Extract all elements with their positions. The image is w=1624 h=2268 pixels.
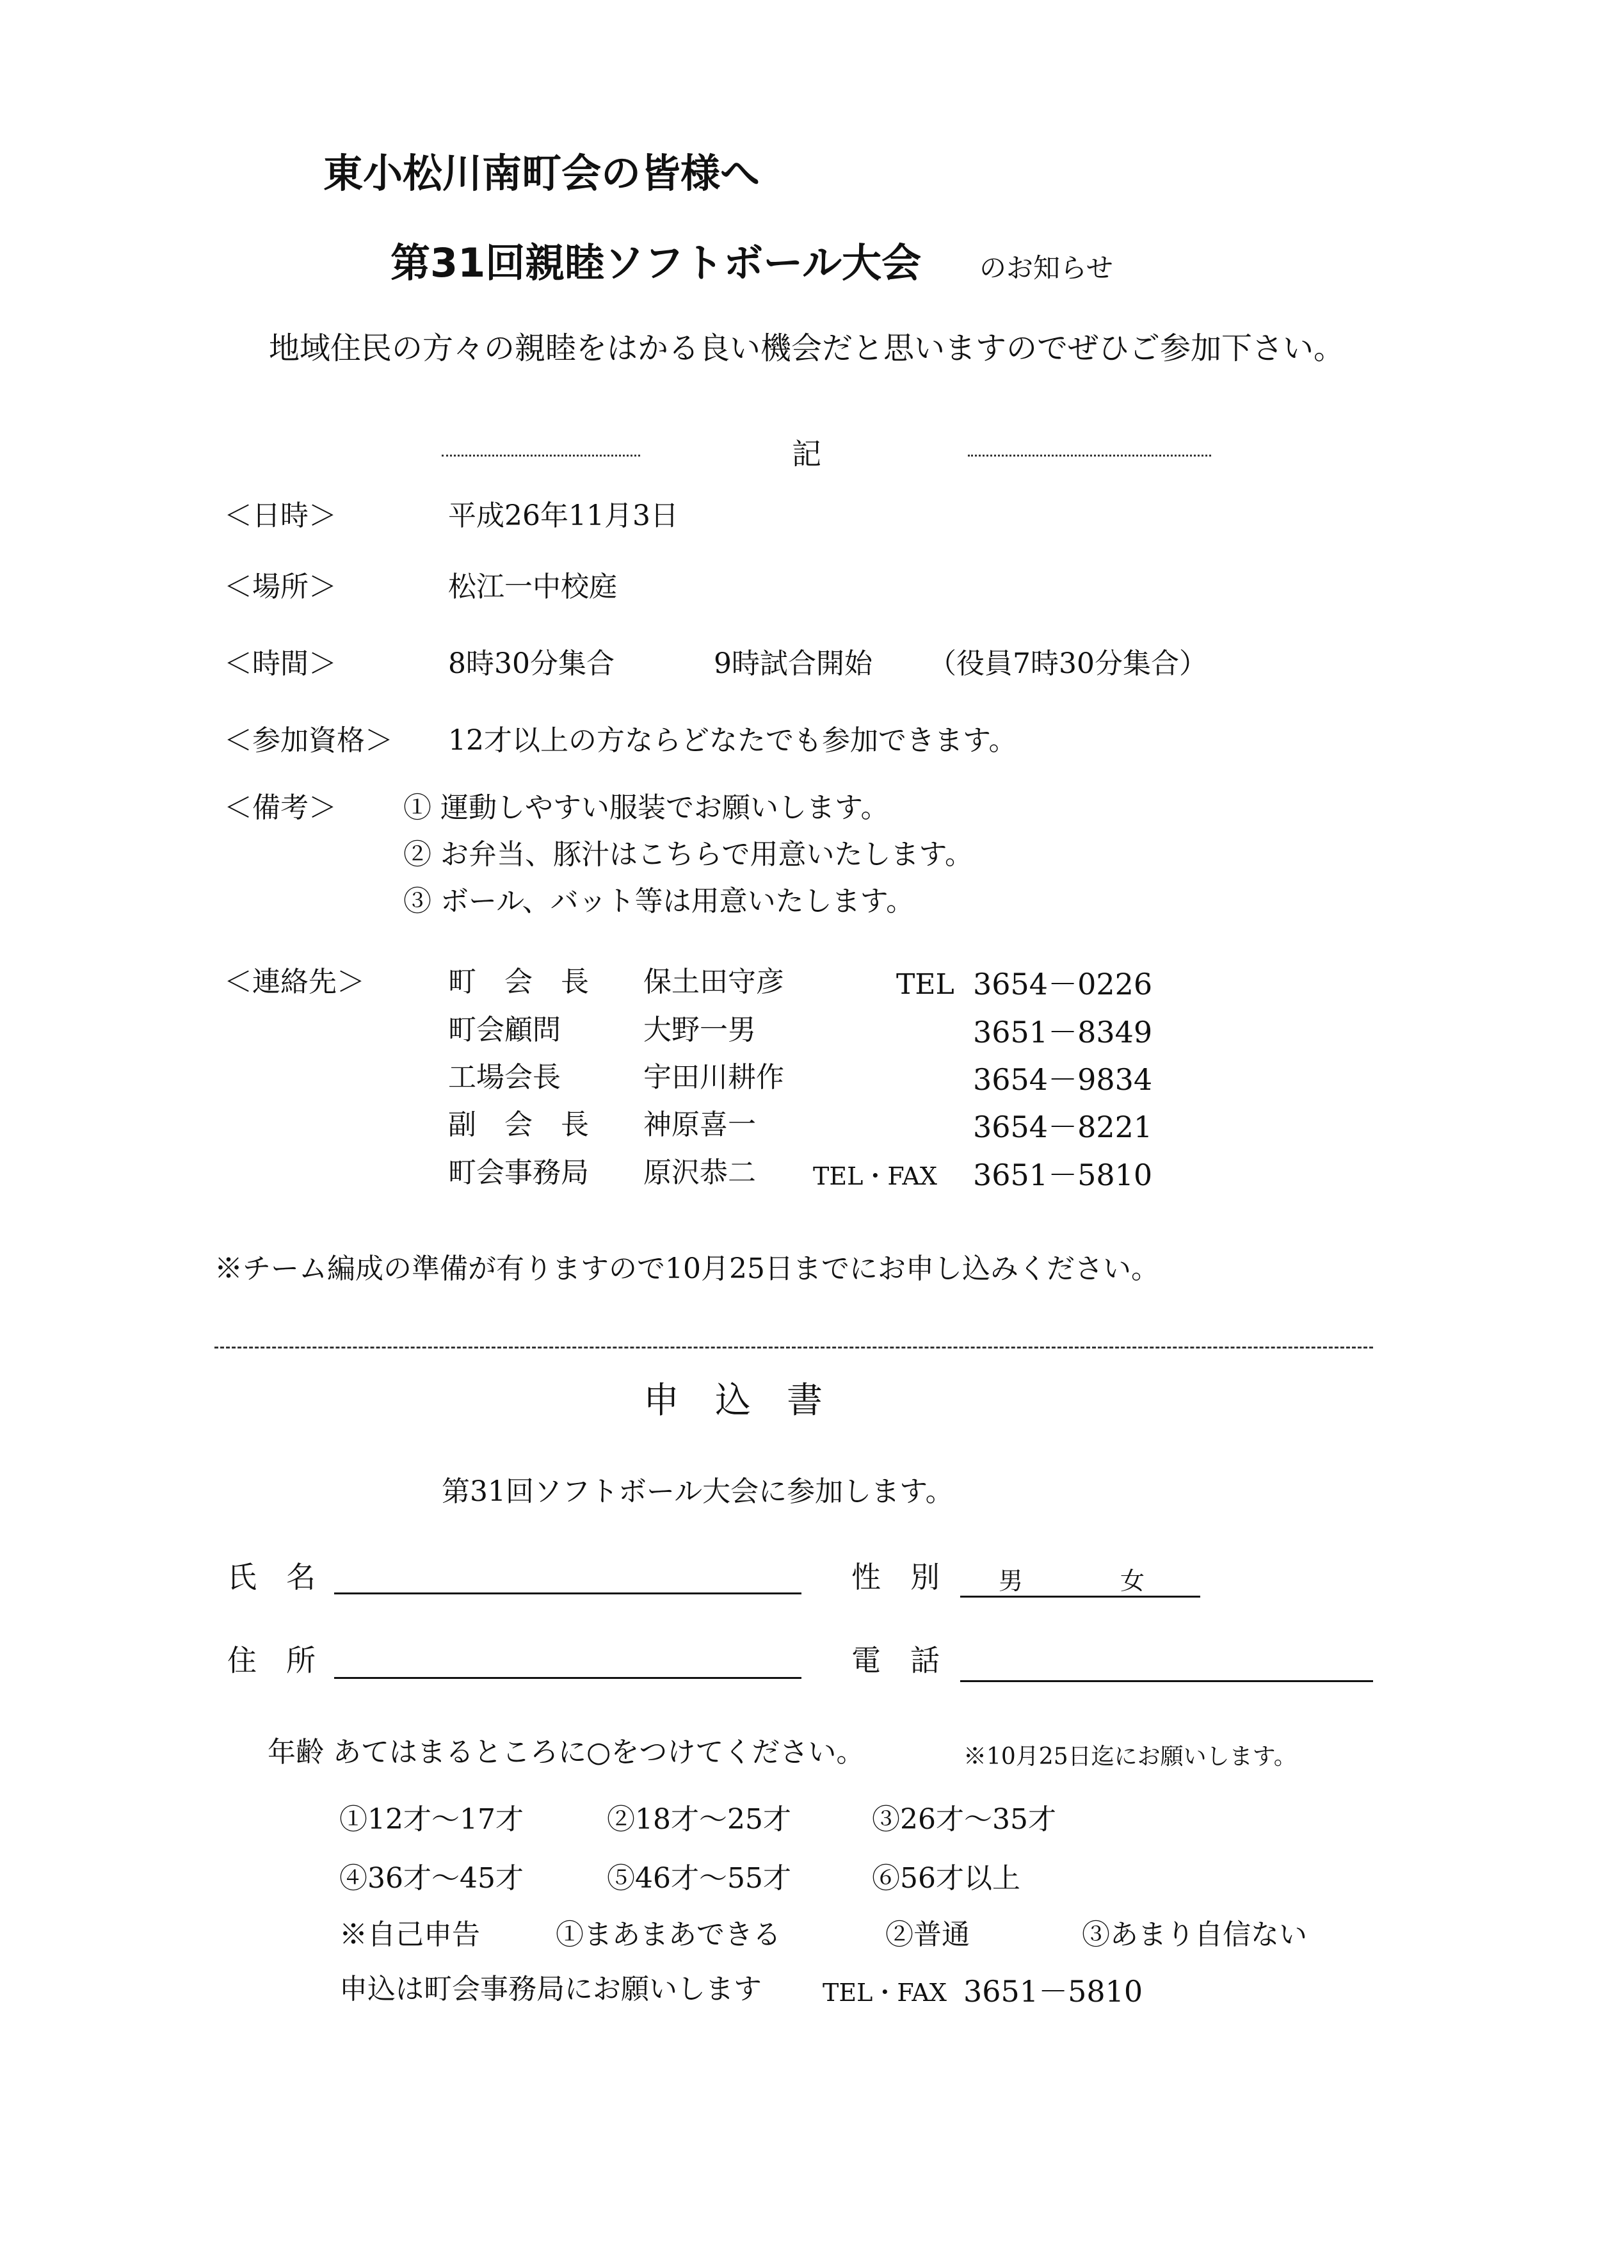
name-label: 氏 名	[227, 1560, 316, 1594]
address-label: 住 所	[227, 1643, 316, 1678]
page-title: 第31回親睦ソフトボール大会	[390, 239, 922, 286]
phone-label: 電 話	[851, 1643, 940, 1678]
contact-role: 町会顧問	[448, 1014, 561, 1046]
place-value: 松江一中校庭	[448, 571, 617, 603]
age-instruction: 年齢 あてはまるところに○をつけてください。	[268, 1736, 865, 1769]
name-field[interactable]	[334, 1592, 801, 1594]
submit-tel-label: TEL・FAX	[823, 1979, 947, 2007]
contact-name: 保土田守彦	[643, 966, 784, 998]
contact-number: 3651－8349	[973, 1015, 1153, 1049]
contacts-label: ＜連絡先＞	[224, 966, 365, 998]
contact-tel-label: TEL	[896, 968, 954, 1001]
eligibility-label: ＜参加資格＞	[224, 724, 393, 757]
age-option[interactable]: ①12才～17才	[339, 1803, 524, 1836]
contact-role: 工場会長	[448, 1061, 561, 1094]
place-label: ＜場所＞	[224, 571, 337, 603]
form-title: 申 込 書	[643, 1380, 823, 1422]
note-item: ③ ボール、バット等は用意いたします。	[403, 885, 915, 918]
date-value: 平成26年11月3日	[448, 499, 679, 532]
greeting: 東小松川南町会の皆様へ	[323, 150, 760, 197]
gender-male[interactable]: 男	[999, 1567, 1024, 1595]
ki-heading: 記	[792, 437, 821, 471]
eligibility-value: 12才以上の方ならどなたでも参加できます。	[448, 724, 1017, 757]
self-report-option[interactable]: ①まあまあできる	[556, 1918, 781, 1951]
age-option[interactable]: ⑤46才～55才	[607, 1862, 791, 1895]
deadline-note: ※チーム編成の準備が有りますので10月25日までにお申し込みください。	[214, 1252, 1159, 1285]
gender-label: 性 別	[851, 1560, 940, 1594]
address-field[interactable]	[334, 1677, 801, 1679]
contact-number: 3654－0226	[973, 967, 1153, 1001]
contact-number: 3654－8221	[973, 1110, 1153, 1144]
age-option[interactable]: ④36才～45才	[339, 1862, 524, 1895]
contact-tel-label: TEL・FAX	[813, 1162, 937, 1190]
ki-right-dotline	[968, 455, 1211, 457]
assembly-time: 8時30分集合	[448, 647, 615, 680]
contact-number: 3651－5810	[973, 1158, 1153, 1192]
contact-number: 3654－9834	[973, 1062, 1153, 1097]
contact-name: 宇田川耕作	[643, 1061, 784, 1094]
submit-tel: 3651－5810	[963, 1974, 1143, 2009]
contact-name: 原沢恭二	[643, 1156, 756, 1189]
notes-label: ＜備考＞	[224, 791, 337, 824]
form-statement: 第31回ソフトボール大会に参加します。	[442, 1475, 954, 1508]
cut-line	[214, 1347, 1373, 1349]
date-label: ＜日時＞	[224, 499, 337, 532]
age-option[interactable]: ②18才～25才	[607, 1803, 791, 1836]
title-suffix: のお知らせ	[979, 252, 1113, 284]
start-time: 9時試合開始	[714, 647, 872, 680]
note-item: ② お弁当、豚汁はこちらで用意いたします。	[403, 838, 974, 871]
note-item: ① 運動しやすい服装でお願いします。	[403, 791, 889, 824]
contact-role: 副 会 長	[448, 1108, 589, 1141]
contact-role: 町会事務局	[448, 1156, 589, 1189]
self-report-option[interactable]: ③あまり自信ない	[1082, 1918, 1307, 1951]
contact-role: 町 会 長	[448, 966, 589, 998]
self-report-label: ※自己申告	[339, 1918, 480, 1951]
intro-text: 地域住民の方々の親睦をはかる良い機会だと思いますのでぜひご参加下さい。	[269, 330, 1345, 366]
self-report-option[interactable]: ②普通	[885, 1918, 970, 1951]
contact-name: 大野一男	[643, 1014, 756, 1046]
phone-field[interactable]	[960, 1680, 1373, 1682]
age-option[interactable]: ③26才～35才	[872, 1803, 1056, 1836]
time-label: ＜時間＞	[224, 647, 337, 680]
officers-time: （役員7時30分集合）	[928, 647, 1207, 680]
ki-left-dotline	[442, 455, 640, 457]
age-option[interactable]: ⑥56才以上	[872, 1862, 1020, 1895]
age-deadline-note: ※10月25日迄にお願いします。	[963, 1744, 1297, 1770]
gender-female[interactable]: 女	[1120, 1567, 1145, 1595]
contact-name: 神原喜一	[643, 1108, 756, 1141]
gender-field[interactable]	[960, 1596, 1200, 1598]
submit-note: 申込は町会事務局にお願いします	[339, 1973, 762, 2005]
